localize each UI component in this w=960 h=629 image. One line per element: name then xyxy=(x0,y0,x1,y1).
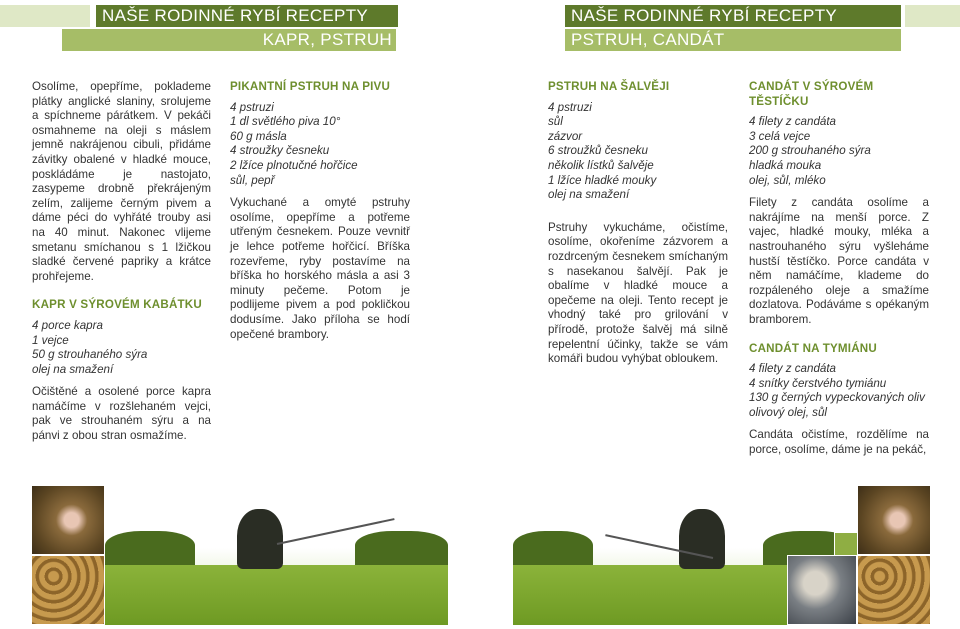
ingredient-item: 50 g strouhaného sýra xyxy=(32,348,148,362)
scales-photo xyxy=(31,555,105,625)
right-header-title: NAŠE RODINNÉ RYBÍ RECEPTY xyxy=(565,5,901,27)
recipe-title: KAPR V SÝROVÉM KABÁTKU xyxy=(32,298,202,312)
ingredient-item: sůl, pepř xyxy=(230,173,275,187)
ingredient-item: 4 snítky čerstvého tymiánu xyxy=(749,376,887,390)
recipe-title: PIKANTNÍ PSTRUH NA PIVU xyxy=(230,80,391,93)
ingredient-list xyxy=(32,319,211,377)
ingredient-item: 4 pstruzi xyxy=(548,100,592,114)
green-square xyxy=(834,532,858,556)
angler-figure xyxy=(237,509,283,569)
ingredient-item: 3 celá vejce xyxy=(749,129,811,143)
ingredient-item: 6 stroužků česneku xyxy=(548,144,648,158)
ingredient-item: 2 lžíce plnotučné hořčice xyxy=(230,158,358,172)
ingredient-item: 4 stroužky česneku xyxy=(230,144,330,158)
ingredient-item: 1 dl světlého piva 10° xyxy=(230,115,341,129)
ingredient-item: olej na smažení xyxy=(548,188,630,202)
ingredient-item: zázvor xyxy=(548,129,583,143)
ingredient-item: 4 filety z candáta xyxy=(749,362,837,376)
recipe-title: CANDÁT NA TYMIÁNU xyxy=(749,341,877,355)
ingredient-list xyxy=(749,362,929,420)
ingredient-item: sůl xyxy=(548,115,563,129)
carp-photo xyxy=(857,485,931,555)
recipe-method: Očištěné a osolené porce kapra namáčíme v rozšlehaném vejci, pak ve strouhaném sýru a na pánvi z obou stran osmažíme. xyxy=(32,385,211,443)
left-header-accent xyxy=(0,5,90,27)
angler-figure xyxy=(679,509,725,569)
left-column-2 xyxy=(230,80,410,348)
reel-photo xyxy=(787,555,857,625)
ingredient-item: 4 pstruzi xyxy=(230,100,274,114)
recipe-method: Vykuchané a omyté pstruhy osolíme, opepříme a potřeme utřeným česnekem. Pouze vevnitř je lehce potřeme hořčicí. Bříška rozevřeme, ryby postavíme na bříška ho horského másla a asi 3 minuty pečeme. Potom je podlijeme pivem a pod pokličkou dodusíme. Jako příloha se hodí opečené brambory. xyxy=(230,196,410,341)
ingredient-item: hladká mouka xyxy=(749,158,822,172)
right-header-accent xyxy=(905,5,960,27)
ingredient-item: olivový olej, sůl xyxy=(749,405,827,419)
ingredient-list xyxy=(749,115,929,188)
ingredient-item: 4 porce kapra xyxy=(32,318,103,332)
recipe-title: PSTRUH NA ŠALVĚJI xyxy=(548,80,670,93)
recipe-method: Filety z candáta osolíme a nakrájíme na menší porce. Z vajec, hladké mouky, mléka a nastrouhaného sýru vyšleháme hustší těstíčko. Porce candáta v něm namáčíme, klademe do rozpáleného oleje a smažíme dozlatova. Podáváme s opékaným bramborem. xyxy=(749,196,929,326)
intro-text: Osolíme, opepříme, poklademe plátky anglické slaniny, srolujeme a spíchneme párátkem. V pekáči osmahneme na oleji s máslem jemně nakrájenou cibuli, přidáme závitky obalené v hladké mouce, poskládáme je nastojato, zasypeme drobně překrájeným zelím, zalijeme černým pivem a dáme péci do vyhřáté trouby asi na 40 minut. Nakonec vlijeme smetanu smíchanou s 1 lžičkou sladké červené papriky a krátce prohřejeme. xyxy=(32,80,211,283)
right-column-2 xyxy=(749,80,929,464)
ingredient-item: 1 lžíce hladké mouky xyxy=(548,173,657,187)
ingredient-item: 60 g másla xyxy=(230,129,287,143)
ingredient-list xyxy=(548,101,728,203)
ingredient-item: olej na smažení xyxy=(32,362,114,376)
left-header-subtitle: KAPR, PSTRUH xyxy=(62,29,396,51)
carp-photo xyxy=(31,485,105,555)
right-header-subtitle: PSTRUH, CANDÁT xyxy=(565,29,901,51)
ingredient-item: několik lístků šalvěje xyxy=(548,158,654,172)
ingredient-item: 200 g strouhaného sýra xyxy=(749,144,871,158)
scales-photo xyxy=(857,555,931,625)
ingredient-item: 130 g černých vypeckovaných oliv xyxy=(749,391,925,405)
recipe-method: Pstruhy vykucháme, očistíme, osolíme, okořeníme zázvorem a rozdrceným česnekem smíchaným s nasekanou šalvějí. Pak je obalíme v hladké mouce a opečeme na oleji. Tento recept je vhodný také pro grilování v přírodě, protože šalvěj má silně repelentní účinky, takže se vám komáři budou vyhýbat obloukem. xyxy=(548,220,728,366)
ingredient-list xyxy=(230,101,410,189)
ingredient-item: 4 filety z candáta xyxy=(749,115,837,129)
ingredient-item: olej, sůl, mléko xyxy=(749,173,826,187)
right-column-1 xyxy=(548,80,728,373)
fishing-landscape-photo xyxy=(105,485,448,625)
recipe-method: Candáta očistíme, rozdělíme na porce, osolíme, dáme je na pekáč, xyxy=(749,428,929,457)
left-header-title: NAŠE RODINNÉ RYBÍ RECEPTY xyxy=(96,5,398,27)
recipe-title: CANDÁT V SÝROVÉM TĚSTÍČKU xyxy=(749,80,874,108)
left-column-1 xyxy=(32,80,211,450)
ingredient-item: 1 vejce xyxy=(32,333,69,347)
